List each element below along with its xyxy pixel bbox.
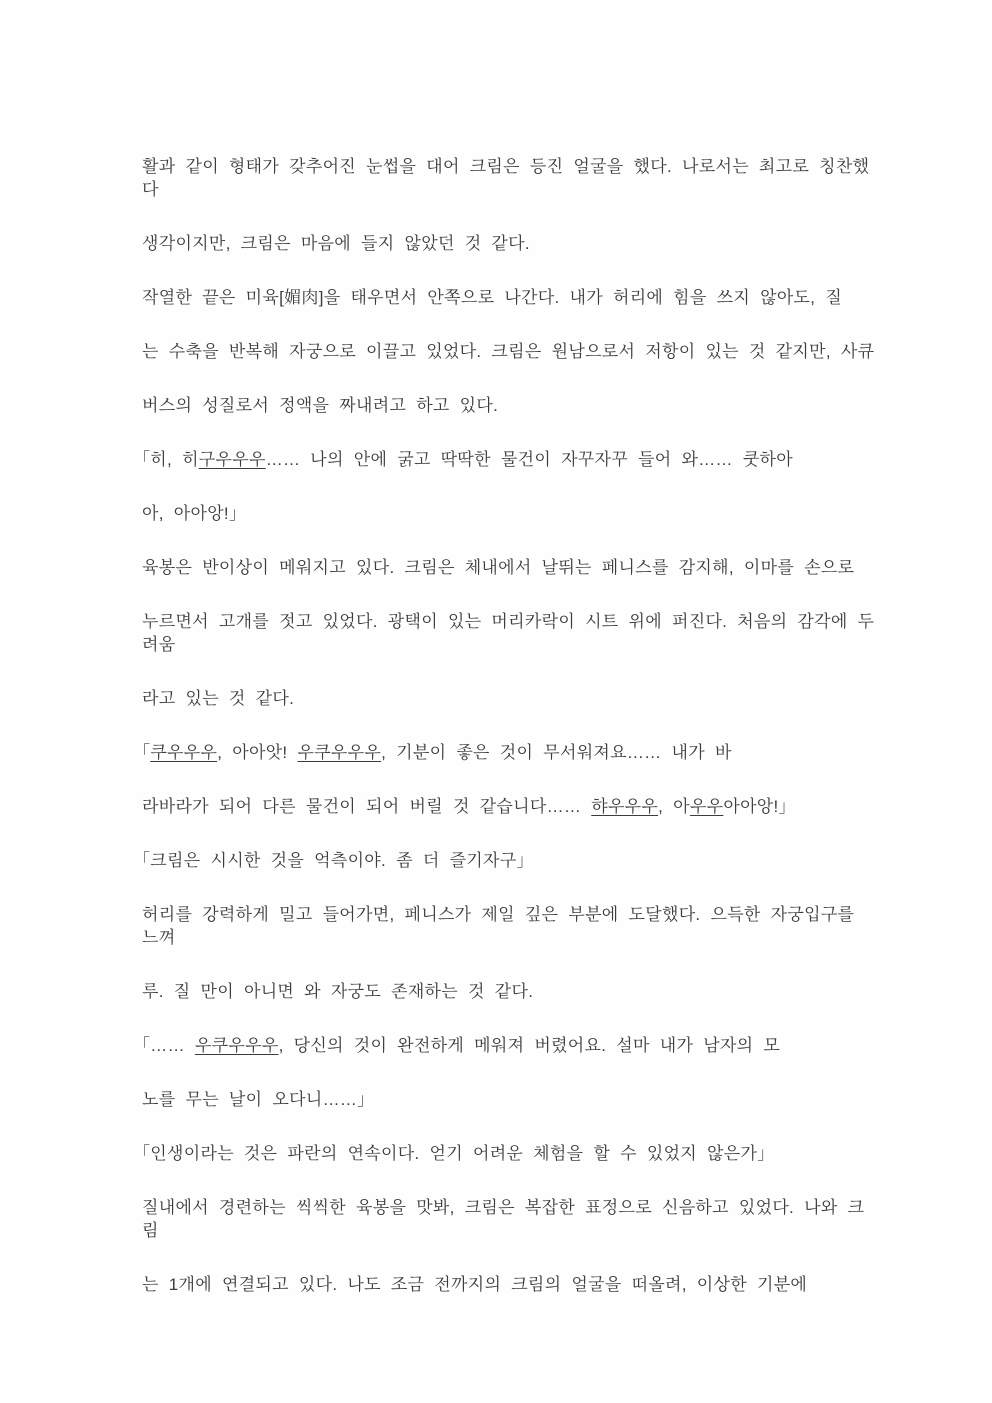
text-segment: 허리를 강력하게 밀고 들어가면, 페니스가 제일 깊은 부분에 도달했다. 으득한 자궁입구를 느껴 [142, 905, 855, 947]
text-segment: , 기분이 좋은 것이 무서워져요…… 내가 바 [381, 743, 732, 762]
underlined-text: 구우우우 [198, 450, 266, 469]
text-segment: , 아 [658, 797, 690, 816]
body-paragraph [142, 232, 879, 255]
underlined-text: 우쿠우우우 [194, 1036, 279, 1055]
text-segment: , 당신의 것이 완전하게 메워져 버렸어요. 설마 내가 남자의 모 [278, 1036, 781, 1055]
underlined-text: 쿠우우우 [150, 743, 218, 762]
text-segment: 라바라가 되어 다른 물건이 되어 버릴 것 같습니다…… [142, 797, 592, 816]
dialogue-paragraph [133, 849, 879, 872]
dialogue-paragraph [133, 741, 879, 764]
text-segment: 작열한 끝은 미육[媚肉]을 태우면서 안쪽으로 나간다. 내가 허리에 힘을 쓰지 않아도, 질 [142, 288, 843, 307]
underlined-text: 우우 [689, 797, 724, 816]
text-segment: 는 수축을 반복해 자궁으로 이끌고 있었다. 크림은 원남으로서 저항이 있는 것 같지만, 사큐 [142, 342, 875, 361]
text-segment: 는 1개에 연결되고 있다. 나도 조금 전까지의 크림의 얼굴을 떠올려, 이상한 기분에 [142, 1275, 808, 1294]
dialogue-paragraph [133, 448, 879, 471]
document-body [133, 155, 879, 1327]
text-segment: 아아앙!」 [723, 797, 796, 816]
text-segment: …… 나의 안에 굵고 딱딱한 물건이 자꾸자꾸 들어 와…… 쿳하아 [265, 450, 793, 469]
text-segment: 라고 있는 것 같다. [142, 689, 295, 708]
body-paragraph [142, 556, 879, 579]
body-paragraph [142, 1273, 879, 1296]
text-segment: 「 [133, 743, 151, 762]
dialogue-paragraph [133, 1034, 879, 1057]
text-segment: 질내에서 경련하는 씩씩한 육봉을 맛봐, 크림은 복잡한 표정으로 신음하고 있었다. 나와 크림 [142, 1198, 865, 1240]
text-segment: , 아아앗! [217, 743, 298, 762]
text-segment: 「인생이라는 것은 파란의 연속이다. 얻기 어려운 체험을 할 수 있었지 않은가」 [133, 1144, 775, 1163]
body-paragraph [142, 687, 879, 710]
body-paragraph [142, 155, 879, 201]
underlined-text: 우쿠우우우 [297, 743, 382, 762]
text-segment: 루. 질 만이 아니면 와 자궁도 존재하는 것 같다. [142, 982, 534, 1001]
underlined-text: 햐우우우 [591, 797, 659, 816]
body-paragraph [142, 903, 879, 949]
text-segment: 활과 같이 형태가 갖추어진 눈썹을 대어 크림은 등진 얼굴을 했다. 나로서는 최고로 칭찬했다 [142, 157, 870, 199]
body-paragraph [142, 394, 879, 417]
body-paragraph [142, 502, 879, 525]
body-paragraph [142, 286, 879, 309]
dialogue-paragraph [133, 1142, 879, 1165]
text-segment: 버스의 성질로서 정액을 짜내려고 하고 있다. [142, 396, 499, 415]
body-paragraph [142, 1196, 879, 1242]
text-segment: 「크림은 시시한 것을 억측이야. 좀 더 즐기자구」 [133, 851, 534, 870]
text-segment: 생각이지만, 크림은 마음에 들지 않았던 것 같다. [142, 234, 530, 253]
body-paragraph [142, 340, 879, 363]
text-segment: 「히, 히 [133, 450, 199, 469]
body-paragraph [142, 610, 879, 656]
body-paragraph [142, 1088, 879, 1111]
text-segment: 「…… [133, 1036, 195, 1055]
text-segment: 노를 무는 날이 오다니……」 [142, 1090, 375, 1109]
text-segment: 육봉은 반이상이 메워지고 있다. 크림은 체내에서 날뛰는 페니스를 감지해, 이마를 손으로 [142, 558, 855, 577]
body-paragraph [142, 980, 879, 1003]
text-segment: 누르면서 고개를 젓고 있었다. 광택이 있는 머리카락이 시트 위에 퍼진다. 처음의 감각에 두려움 [142, 612, 875, 654]
body-paragraph [142, 795, 879, 818]
text-segment: 아, 아아앙!」 [142, 504, 247, 523]
